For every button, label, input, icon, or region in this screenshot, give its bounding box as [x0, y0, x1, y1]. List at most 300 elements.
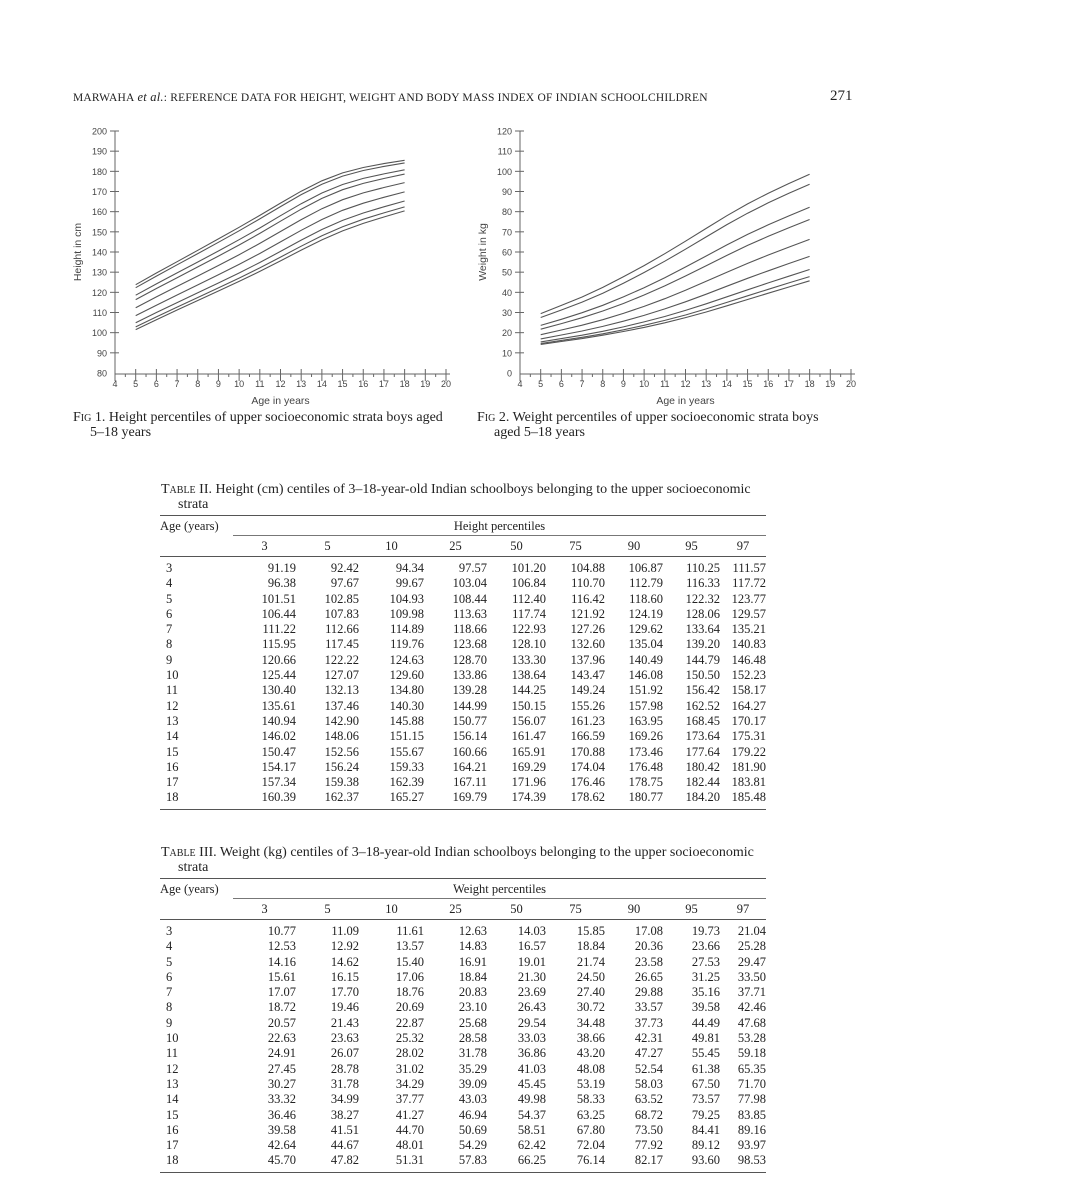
value-cell: 144.99	[452, 698, 487, 713]
value-cell: 10.77	[267, 924, 296, 938]
x-tick-label: 12	[680, 379, 691, 389]
value-cell: 128.06	[685, 606, 720, 621]
value-cell: 128.70	[452, 652, 487, 667]
value-cell: 19.01	[517, 954, 546, 969]
value-cell: 42.46	[737, 1000, 766, 1015]
value-cell: 12.53	[267, 939, 296, 954]
value-cell: 134.80	[389, 683, 424, 698]
x-tick-label: 19	[825, 379, 836, 389]
value-cell: 31.78	[458, 1046, 487, 1061]
value-cell: 47.27	[634, 1046, 663, 1061]
percentile-curve	[136, 170, 405, 295]
value-cell: 52.54	[634, 1061, 663, 1076]
value-cell: 130.40	[261, 683, 296, 698]
value-cell: 17.07	[267, 985, 296, 1000]
value-cell: 17.06	[395, 969, 424, 984]
value-cell: 23.10	[458, 1000, 487, 1015]
value-cell: 22.87	[395, 1015, 424, 1030]
table-row	[160, 970, 766, 985]
age-cell: 13	[166, 713, 179, 728]
value-cell: 110.25	[686, 561, 720, 575]
x-tick-label: 20	[440, 379, 452, 389]
age-cell: 10	[166, 668, 179, 683]
figure-1-caption-line2: 5–18 years	[90, 425, 152, 440]
value-cell: 98.53	[737, 1153, 766, 1168]
value-cell: 133.64	[685, 622, 720, 637]
x-tick-label: 15	[742, 379, 753, 389]
y-tick-label: 0	[506, 368, 512, 379]
value-cell: 156.42	[685, 683, 720, 698]
value-cell: 116.42	[571, 591, 605, 606]
value-cell: 54.37	[517, 1107, 546, 1122]
value-cell: 58.33	[576, 1092, 605, 1107]
value-cell: 17.08	[634, 924, 663, 938]
value-cell: 82.17	[634, 1153, 663, 1168]
value-cell: 139.28	[452, 683, 487, 698]
value-cell: 150.77	[452, 713, 487, 728]
value-cell: 159.38	[324, 775, 359, 790]
value-cell: 132.60	[570, 637, 605, 652]
age-cell: 3	[166, 561, 173, 575]
y-tick-label: 60	[501, 247, 512, 258]
value-cell: 63.25	[576, 1107, 605, 1122]
table-row	[160, 683, 766, 698]
value-cell: 156.14	[452, 729, 487, 744]
value-cell: 36.86	[517, 1046, 546, 1061]
value-cell: 124.19	[628, 606, 663, 621]
value-cell: 165.27	[389, 790, 424, 805]
age-cell: 10	[166, 1031, 179, 1046]
value-cell: 140.49	[628, 652, 663, 667]
column-header: 95	[685, 539, 698, 553]
value-cell: 174.39	[511, 790, 546, 805]
value-cell: 174.04	[570, 759, 605, 774]
age-cell: 12	[166, 698, 179, 713]
column-header: 10	[385, 539, 398, 553]
value-cell: 23.63	[330, 1031, 359, 1046]
value-cell: 25.68	[458, 1015, 487, 1030]
value-cell: 144.79	[685, 652, 720, 667]
value-cell: 23.66	[691, 939, 720, 954]
value-cell: 20.83	[458, 985, 487, 1000]
value-cell: 73.57	[691, 1092, 720, 1107]
value-cell: 107.83	[324, 606, 359, 621]
value-cell: 33.50	[737, 969, 766, 984]
x-tick-label: 13	[701, 379, 712, 389]
value-cell: 162.52	[685, 698, 720, 713]
percentile-group-header: Height percentiles	[453, 519, 546, 533]
value-cell: 157.34	[261, 775, 296, 790]
value-cell: 66.25	[517, 1153, 546, 1168]
y-tick-label: 110	[92, 308, 107, 318]
value-cell: 50.69	[458, 1122, 487, 1137]
value-cell: 26.43	[517, 1000, 546, 1015]
value-cell: 106.87	[628, 561, 663, 575]
value-cell: 59.18	[737, 1046, 766, 1061]
value-cell: 65.35	[737, 1061, 766, 1076]
table-2-caption-line2: strata	[178, 497, 209, 512]
value-cell: 111.57	[732, 561, 766, 575]
x-tick-label: 17	[378, 379, 389, 389]
table-body	[160, 557, 766, 810]
table-row	[160, 745, 766, 760]
age-cell: 9	[166, 1015, 173, 1030]
value-cell: 173.64	[685, 729, 720, 744]
value-cell: 41.03	[517, 1061, 546, 1076]
value-cell: 30.72	[576, 1000, 605, 1015]
value-cell: 164.21	[452, 759, 487, 774]
table-row	[160, 1077, 766, 1092]
running-head-title: REFERENCE DATA FOR HEIGHT, WEIGHT AND BODY MASS INDEX OF INDIAN SCHOOLCHILDREN	[170, 92, 708, 104]
value-cell: 143.47	[570, 668, 605, 683]
value-cell: 137.96	[570, 652, 605, 667]
value-cell: 150.50	[685, 668, 720, 683]
value-cell: 150.47	[261, 744, 296, 759]
value-cell: 169.26	[628, 729, 663, 744]
value-cell: 101.20	[511, 561, 546, 575]
age-cell: 16	[166, 759, 179, 774]
value-cell: 135.04	[628, 637, 663, 652]
y-tick-label: 100	[91, 328, 107, 339]
value-cell: 37.71	[737, 985, 766, 1000]
column-header: 97	[736, 539, 750, 553]
value-cell: 123.77	[731, 591, 766, 606]
value-cell: 117.72	[732, 576, 766, 591]
value-cell: 165.91	[511, 744, 546, 759]
value-cell: 122.32	[685, 591, 720, 606]
table-row	[160, 1046, 766, 1061]
value-cell: 39.09	[458, 1076, 487, 1091]
age-cell: 4	[166, 939, 173, 954]
value-cell: 17.70	[330, 985, 359, 1000]
value-cell: 116.33	[686, 576, 720, 591]
x-tick-label: 4	[517, 379, 523, 389]
value-cell: 138.64	[511, 668, 546, 683]
value-cell: 106.84	[511, 576, 546, 591]
value-cell: 128.10	[511, 637, 546, 652]
value-cell: 19.73	[691, 924, 720, 938]
percentile-curve	[136, 163, 405, 288]
x-tick-label: 7	[579, 379, 585, 389]
value-cell: 24.50	[576, 969, 605, 984]
value-cell: 139.20	[685, 637, 720, 652]
age-cell: 5	[166, 954, 173, 969]
value-cell: 121.92	[570, 606, 605, 621]
value-cell: 180.77	[628, 790, 663, 805]
value-cell: 42.31	[634, 1031, 663, 1046]
value-cell: 142.90	[324, 713, 359, 728]
column-header: 90	[627, 539, 641, 553]
value-cell: 16.57	[517, 939, 546, 954]
value-cell: 185.48	[731, 790, 766, 805]
value-cell: 15.61	[267, 969, 296, 984]
age-cell: 13	[166, 1076, 179, 1091]
percentile-curve	[541, 277, 810, 344]
figure-2-caption-line1: Weight percentiles of upper socioeconomic strata boys	[512, 410, 819, 425]
value-cell: 97.57	[458, 561, 487, 575]
value-cell: 180.42	[685, 759, 720, 774]
value-cell: 27.53	[691, 954, 720, 969]
column-header: 25	[449, 902, 462, 916]
value-cell: 77.98	[737, 1092, 766, 1107]
age-cell: 6	[166, 969, 173, 984]
value-cell: 43.03	[458, 1092, 487, 1107]
value-cell: 149.24	[570, 683, 605, 698]
value-cell: 22.63	[267, 1031, 296, 1046]
value-cell: 18.84	[458, 969, 487, 984]
y-tick-label: 150	[91, 227, 107, 238]
value-cell: 45.45	[517, 1076, 546, 1091]
column-header: 25	[449, 539, 462, 553]
value-cell: 20.57	[267, 1015, 296, 1030]
value-cell: 129.62	[628, 622, 663, 637]
table-row	[160, 1031, 766, 1046]
value-cell: 34.99	[330, 1092, 359, 1107]
value-cell: 44.67	[330, 1138, 359, 1153]
value-cell: 115.95	[262, 637, 296, 652]
value-cell: 93.97	[737, 1138, 766, 1153]
percentile-curve	[136, 211, 405, 330]
value-cell: 58.51	[517, 1122, 546, 1137]
value-cell: 12.63	[458, 924, 487, 938]
value-cell: 29.88	[634, 985, 663, 1000]
value-cell: 140.94	[261, 713, 296, 728]
age-cell: 7	[166, 985, 173, 1000]
value-cell: 112.79	[629, 576, 663, 591]
value-cell: 51.31	[395, 1153, 424, 1168]
value-cell: 29.47	[737, 954, 766, 969]
value-cell: 97.67	[330, 576, 359, 591]
y-tick-label: 190	[91, 146, 107, 157]
y-tick-label: 120	[91, 287, 107, 298]
value-cell: 43.20	[576, 1046, 605, 1061]
value-cell: 14.62	[330, 954, 359, 969]
table-3-caption-line2: strata	[178, 860, 209, 875]
figure-1-caption-line1: Height percentiles of upper socioeconomic strata boys aged	[108, 410, 443, 425]
column-header: 3	[261, 902, 268, 916]
column-header: 50	[510, 539, 523, 553]
value-cell: 104.93	[389, 591, 424, 606]
value-cell: 140.30	[389, 698, 424, 713]
table-row	[160, 729, 766, 744]
table-row	[160, 1062, 766, 1077]
value-cell: 152.23	[731, 668, 766, 683]
value-cell: 53.28	[737, 1031, 766, 1046]
value-cell: 155.26	[570, 698, 605, 713]
running-head-sep: :	[163, 92, 168, 104]
value-cell: 16.91	[458, 954, 487, 969]
value-cell: 33.32	[267, 1092, 296, 1107]
running-head-author: MARWAHA	[73, 92, 135, 104]
table-row	[160, 1153, 766, 1168]
table-3-caption-line1: Weight (kg) centiles of 3–18-year-old Indian schoolboys belonging to the upper socioeconomic	[219, 845, 754, 860]
y-tick-label: 10	[501, 348, 512, 359]
y-tick-label: 160	[91, 207, 107, 218]
value-cell: 146.08	[628, 668, 663, 683]
value-cell: 16.15	[330, 969, 359, 984]
value-cell: 109.98	[389, 606, 424, 621]
value-cell: 111.22	[262, 622, 296, 637]
value-cell: 140.83	[731, 637, 766, 652]
value-cell: 154.17	[261, 759, 296, 774]
value-cell: 156.24	[324, 759, 359, 774]
value-cell: 61.38	[691, 1061, 720, 1076]
value-cell: 47.82	[330, 1153, 359, 1168]
value-cell: 33.03	[517, 1031, 546, 1046]
value-cell: 18.84	[576, 939, 605, 954]
table-row	[160, 1000, 766, 1015]
value-cell: 79.25	[691, 1107, 720, 1122]
value-cell: 99.67	[395, 576, 424, 591]
value-cell: 24.91	[267, 1046, 296, 1061]
value-cell: 42.64	[267, 1138, 296, 1153]
table-header	[160, 878, 766, 919]
y-tick-label: 100	[496, 166, 512, 177]
age-cell: 15	[166, 744, 179, 759]
value-cell: 20.69	[395, 1000, 424, 1015]
value-cell: 31.02	[395, 1061, 424, 1076]
y-tick-label: 140	[91, 247, 107, 258]
value-cell: 161.47	[511, 729, 546, 744]
value-cell: 39.58	[691, 1000, 720, 1015]
value-cell: 184.20	[685, 790, 720, 805]
age-cell: 8	[166, 637, 173, 652]
header-rule	[233, 898, 766, 899]
value-cell: 127.26	[570, 622, 605, 637]
table-row	[160, 699, 766, 714]
value-cell: 179.22	[731, 744, 766, 759]
value-cell: 89.16	[737, 1122, 766, 1137]
height-percentile-chart	[65, 120, 465, 410]
value-cell: 19.46	[330, 1000, 359, 1015]
value-cell: 122.22	[324, 652, 359, 667]
y-tick-label: 40	[501, 287, 512, 298]
value-cell: 159.33	[389, 759, 424, 774]
value-cell: 54.29	[458, 1138, 487, 1153]
figure-1-label: Fig 1.	[73, 410, 106, 425]
age-cell: 9	[166, 652, 173, 667]
value-cell: 55.45	[691, 1046, 720, 1061]
value-cell: 158.17	[731, 683, 766, 698]
table-row	[160, 576, 766, 591]
table-row	[160, 637, 766, 652]
percentile-curve	[136, 183, 405, 308]
value-cell: 129.60	[389, 668, 424, 683]
value-cell: 20.36	[634, 939, 663, 954]
x-tick-label: 8	[195, 379, 201, 389]
table-2-caption	[161, 482, 771, 512]
value-cell: 94.34	[395, 561, 424, 575]
value-cell: 106.44	[261, 606, 296, 621]
value-cell: 177.64	[685, 744, 720, 759]
table-row	[160, 592, 766, 607]
age-cell: 3	[166, 924, 173, 938]
value-cell: 148.06	[324, 729, 359, 744]
value-cell: 146.48	[731, 652, 766, 667]
y-tick-label: 90	[96, 348, 107, 359]
value-cell: 152.56	[324, 744, 359, 759]
value-cell: 162.39	[389, 775, 424, 790]
table-2-label: Table II.	[161, 482, 212, 497]
x-tick-label: 16	[763, 379, 774, 389]
x-tick-label: 10	[639, 379, 650, 389]
table-row	[160, 775, 766, 790]
value-cell: 146.02	[261, 729, 296, 744]
value-cell: 102.85	[324, 591, 359, 606]
x-tick-label: 9	[215, 379, 221, 389]
value-cell: 23.69	[517, 985, 546, 1000]
column-header: 90	[627, 902, 641, 916]
value-cell: 169.79	[452, 790, 487, 805]
value-cell: 37.77	[395, 1092, 424, 1107]
value-cell: 67.80	[576, 1122, 605, 1137]
weight-percentile-chart	[470, 120, 870, 410]
value-cell: 11.09	[331, 924, 359, 938]
value-cell: 164.27	[731, 698, 766, 713]
table-row	[160, 924, 766, 939]
x-tick-label: 16	[358, 379, 369, 389]
value-cell: 124.63	[389, 652, 424, 667]
age-cell: 6	[166, 606, 173, 621]
value-cell: 137.46	[324, 698, 359, 713]
value-cell: 119.76	[390, 637, 424, 652]
value-cell: 27.40	[576, 985, 605, 1000]
value-cell: 41.51	[330, 1122, 359, 1137]
column-header: 95	[685, 902, 698, 916]
value-cell: 39.58	[267, 1122, 296, 1137]
value-cell: 48.01	[395, 1138, 424, 1153]
table-row	[160, 790, 766, 805]
value-cell: 178.62	[570, 790, 605, 805]
y-tick-label: 80	[501, 207, 512, 218]
x-axis-label: Age in years	[251, 395, 310, 407]
age-cell: 11	[166, 683, 179, 698]
weight-centiles-table	[160, 878, 766, 1173]
value-cell: 21.04	[737, 924, 766, 938]
y-tick-label: 120	[496, 126, 512, 137]
value-cell: 21.74	[576, 954, 605, 969]
value-cell: 181.90	[731, 759, 766, 774]
y-tick-label: 130	[91, 267, 107, 278]
value-cell: 167.11	[453, 775, 487, 790]
table-2-caption-line1: Height (cm) centiles of 3–18-year-old Indian schoolboys belonging to the upper socioeconomic	[215, 482, 751, 497]
value-cell: 162.37	[324, 790, 359, 805]
value-cell: 47.68	[737, 1015, 766, 1030]
y-tick-label: 70	[501, 227, 512, 238]
value-cell: 14.16	[267, 954, 296, 969]
age-cell: 17	[166, 775, 179, 790]
age-cell: 12	[166, 1061, 179, 1076]
x-tick-label: 18	[399, 379, 410, 389]
value-cell: 72.04	[576, 1138, 605, 1153]
value-cell: 108.44	[452, 591, 487, 606]
x-axis-label: Age in years	[656, 395, 715, 407]
value-cell: 28.58	[458, 1031, 487, 1046]
table-row	[160, 668, 766, 683]
age-cell: 7	[166, 622, 173, 637]
column-header: 10	[385, 902, 398, 916]
age-cell: 11	[166, 1046, 179, 1061]
age-column-header: Age (years)	[160, 882, 219, 896]
value-cell: 114.89	[390, 622, 424, 637]
value-cell: 57.83	[458, 1153, 487, 1168]
value-cell: 28.78	[330, 1061, 359, 1076]
value-cell: 135.61	[261, 698, 296, 713]
value-cell: 112.40	[512, 591, 546, 606]
value-cell: 101.51	[261, 591, 296, 606]
value-cell: 163.95	[628, 713, 663, 728]
value-cell: 28.02	[395, 1046, 424, 1061]
